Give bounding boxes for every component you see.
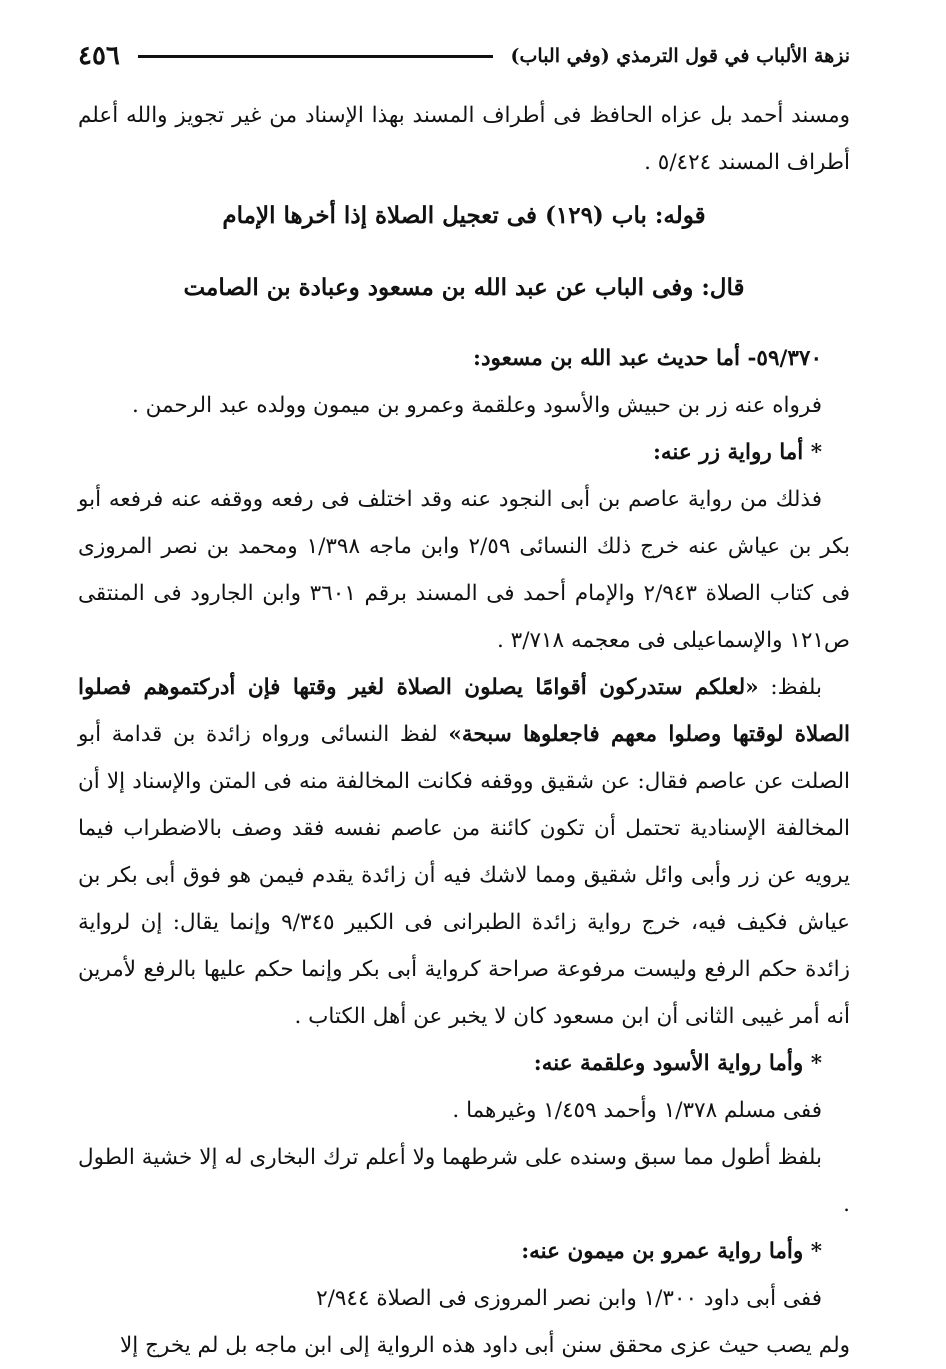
paragraph-narrators: فرواه عنه زر بن حبيش والأسود وعلقمة وعمرو بن ميمون وولده عبد الرحمن . <box>131 393 822 418</box>
paragraph-closing: ولم يصب حيث عزى محقق سنن أبى داود هذه الرواية إلى ابن ماجه بل لم يخرج إلا <box>120 1333 850 1358</box>
running-title: نزهة الألباب في قول الترمذي (وفي الباب) <box>510 45 850 67</box>
wording-lead: بلفظ: <box>758 675 823 700</box>
chapter-heading: قوله: باب (١٢٩) فى تعجيل الصلاة إذا أخرها الإمام <box>222 202 706 229</box>
paragraph-longer-wording: بلفظ أطول مما سبق وسنده على شرطهما ولا أعلم ترك البخارى له إلا خشية الطول . <box>78 1145 850 1217</box>
page-number: ٤٥٦ <box>78 41 120 71</box>
page-body <box>78 92 850 1369</box>
section-heading-ibn-masud: ٥٩/٣٧٠- أما حديث عبد الله بن مسعود: <box>473 346 822 371</box>
subheading-amr-ibn-maymun: * وأما رواية عمرو بن ميمون عنه: <box>521 1239 822 1264</box>
header-rule <box>138 55 493 58</box>
wording-rest: لفظ النسائى ورواه زائدة بن قدامة أبو الصلت عن عاصم فقال: عن شقيق ووقفه فكانت المخالفة منه فى المتن والإسناد إلا أن المخالفة الإسنادية تحتمل أن تكون كائنة من عاصم نفسه فقد وصف بالاضطراب فيما يرويه عن زر وأبى وائل شقيق ومما لاشك فيه أن زائدة يقدم فيمن هو فوق أبى بكر بن عياش فكيف فيه، خرج رواية زائدة الطبرانى فى الكبير ٩/٣٤٥ وإنما يقال: إن لرواية زائدة حكم الرفع وليست مرفوعة صراحة كرواية أبى بكر وإنما حكم عليها بالرفع لأمرين أنه أمر غيبى الثانى أن ابن مسعود كان لا يخبر عن أهل الكتاب . <box>78 722 850 1029</box>
paragraph-zirr-chain: فذلك من رواية عاصم بن أبى النجود عنه وقد اختلف فى رفعه ووقفه عنه فرفعه أبو بكر بن عياش عنه خرج ذلك النسائى ٢/٥٩ وابن ماجه ١/٣٩٨ ومحمد بن نصر المروزى فى كتاب الصلاة ٢/٩٤٣ والإمام أحمد فى المسند برقم ٣٦٠١ وابن الجارود فى المنتقى ص١٢١ والإسماعيلى فى معجمه ٣/٧١٨ . <box>78 487 851 653</box>
subheading-zirr: * أما رواية زر عنه: <box>652 440 822 465</box>
chapter-subheading: قال: وفى الباب عن عبد الله بن مسعود وعبادة بن الصامت <box>183 274 745 301</box>
paragraph-wording <box>78 664 850 1040</box>
paragraph-intro: ومسند أحمد بل عزاه الحافظ فى أطراف المسند بهذا الإسناد من غير تجويز والله أعلم أطراف المسند ٥/٤٢٤ . <box>78 103 850 175</box>
paragraph-abu-dawud: ففى أبى داود ١/٣٠٠ وابن نصر المروزى فى الصلاة ٢/٩٤٤ <box>316 1286 822 1311</box>
hadith-quote: «لعلكم ستدركون أقوامًا يصلون الصلاة لغير وقتها فإن أدركتموهم فصلوا الصلاة لوقتها وصلوا معهم فاجعلوها سبحة» <box>78 675 850 747</box>
book-page <box>78 34 851 1358</box>
subheading-aswad-alqama: * وأما رواية الأسود وعلقمة عنه: <box>533 1051 822 1076</box>
paragraph-muslim: ففى مسلم ١/٣٧٨ وأحمد ١/٤٥٩ وغيرهما . <box>452 1098 822 1123</box>
page-header <box>78 34 850 78</box>
